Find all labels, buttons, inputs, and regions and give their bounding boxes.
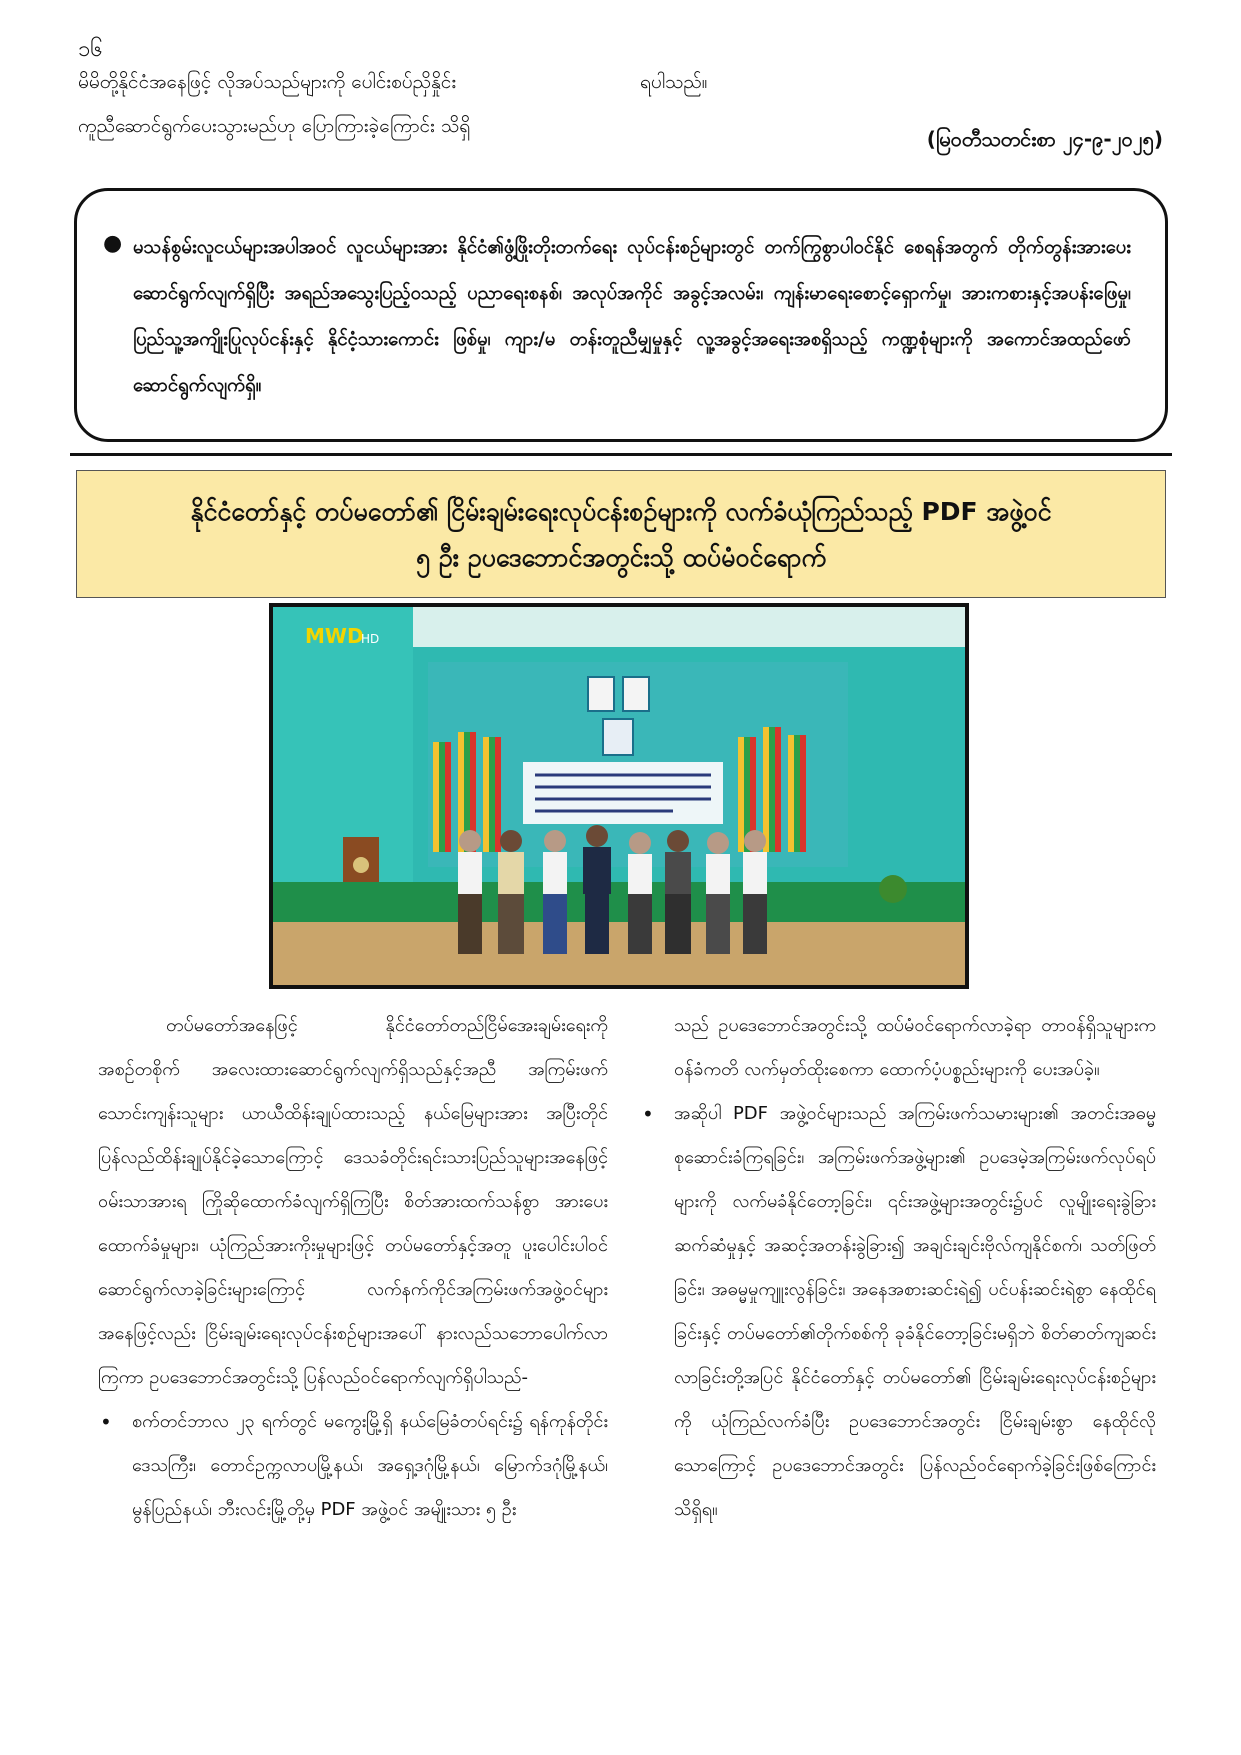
article-column-left: [98, 1004, 608, 1532]
summary-box: [74, 188, 1168, 442]
plant: [879, 875, 907, 903]
bullet-icon: •: [100, 1410, 112, 1434]
headline-box: [76, 470, 1166, 598]
article-continuation: [640, 1004, 1156, 1092]
photo-illustration: [273, 607, 965, 985]
top-text-line-1-end: ရပါသည်။: [640, 71, 708, 93]
article-bullet-text: စက်တင်ဘာလ ၂၃ ရက်တွင် မကွေးမြို့ရှိ နယ်မြေခံတပ်ရင်း၌ ရန်ကုန်တိုင်းဒေသကြီး၊ တောင်ဥက္ကလာပမြို့နယ်၊ အရှေ့ဒဂုံမြို့နယ်၊ မြောက်ဒဂုံမြို့နယ်၊ မွန်ပြည်နယ်၊ ဘီးလင်းမြို့တို့မှ PDF အဖွဲ့ဝင် အမျိုးသား ၅ ဦး: [132, 1411, 608, 1520]
article-paragraph: တပ်မတော်အနေဖြင့် နိုင်ငံတော်တည်ငြိမ်အေးချမ်းရေးကို အစဉ်တစိုက် အလေးထားဆောင်ရွက်လျက်ရှိသည်နှင့်အညီ အကြမ်းဖက်သောင်းကျန်းသူများ ယာယီထိန်းချုပ်ထားသည့် နယ်မြေများအား အပြီးတိုင်ပြန်လည်ထိန်းချုပ်နိုင်ခဲ့သောကြောင့် ဒေသခံတိုင်းရင်းသားပြည်သူများအနေဖြင့် ဝမ်းသာအားရ ကြိုဆိုထောက်ခံလျက်ရှိကြပြီး စိတ်အားထက်သန်စွာ အားပေးထောက်ခံမှုများ၊ ယုံကြည်အားကိုးမှုများဖြင့် တပ်မတော်နှင့်အတူ ပူးပေါင်းပါဝင်ဆောင်ရွက်လာခဲ့ခြင်းများကြောင့် လက်နက်ကိုင်အကြမ်းဖက်အဖွဲ့ဝင်များအနေဖြင့်လည်း ငြိမ်းချမ်းရေးလုပ်ငန်းစဉ်များအပေါ် နားလည်သဘောပေါက်လာကြကာ ဥပဒေဘောင်အတွင်းသို့ ပြန်လည်ဝင်ရောက်လျက်ရှိပါသည်-: [98, 1015, 608, 1388]
floor: [273, 922, 965, 985]
headline-line-2: ၅ ဦး ဥပဒေဘောင်အတွင်းသို့ ထပ်မံဝင်ရောက်: [416, 543, 826, 572]
article-bullet: [640, 1092, 1156, 1532]
headline-line-1: နိုင်ငံတော်နှင့် တပ်မတော်၏ ငြိမ်းချမ်းရေးလုပ်ငန်းစဉ်များကို လက်ခံယုံကြည်သည့် PDF အဖွဲ့ဝင်: [190, 497, 1052, 526]
watermark-logo: MWD: [305, 624, 364, 648]
portrait-left: [588, 677, 614, 711]
watermark-sub: HD: [361, 632, 380, 646]
article-bullet: [98, 1400, 608, 1532]
emblem: [603, 719, 633, 755]
bullet-icon: ●: [103, 231, 123, 256]
bullet-icon: •: [642, 1102, 654, 1126]
event-banner: [523, 762, 723, 824]
article-bullet-text: အဆိုပါ PDF အဖွဲ့ဝင်များသည် အကြမ်းဖက်သမားများ၏ အတင်းအဓမ္မ စုဆောင်းခံကြရခြင်း၊ အကြမ်းဖက်အဖွဲ့များ၏ ဥပဒေမဲ့အကြမ်းဖက်လုပ်ရပ်များကို လက်မခံနိုင်တော့ခြင်း၊ ၎င်းအဖွဲ့များအတွင်း၌ပင် လူမျိုးရေးခွဲခြားဆက်ဆံမှုနှင့် အဆင့်အတန်းခွဲခြား၍ အချင်းချင်းဗိုလ်ကျနိုင်စက်၊ သတ်ဖြတ်ခြင်း၊ အဓမ္မမှုကျူးလွန်ခြင်း၊ အနေအစားဆင်းရဲ၍ ပင်ပန်းဆင်းရဲစွာ နေထိုင်ရခြင်းနှင့် တပ်မတော်၏တိုက်စစ်ကို ခုခံနိုင်တော့ခြင်းမရှိဘဲ စိတ်ဓာတ်ကျဆင်းလာခြင်းတို့အပြင် နိုင်ငံတော်နှင့် တပ်မတော်၏ ငြိမ်းချမ်းရေးလုပ်ငန်းစဉ်များကို ယုံကြည်လက်ခံပြီး ဥပဒေဘောင်အတွင်း ငြိမ်းချမ်းစွာ နေထိုင်လိုသောကြောင့် ဥပဒေဘောင်အတွင်း ပြန်လည်ဝင်ရောက်ခဲ့ခြင်းဖြစ်ကြောင်း သိရှိရ။: [674, 1103, 1156, 1520]
stage-floor: [273, 882, 965, 922]
source-citation: (မြဝတီသတင်းစာ ၂၄-၉-၂၀၂၅): [926, 127, 1163, 151]
article-column-right: [640, 1004, 1156, 1532]
section-divider: [70, 453, 1172, 456]
summary-text: မသန်စွမ်းလူငယ်များအပါအဝင် လူငယ်များအား နိုင်ငံ၏ဖွံ့ဖြိုးတိုးတက်ရေး လုပ်ငန်းစဉ်များတွင် တက်ကြွစွာပါဝင်နိုင် စေရန်အတွက် တိုက်တွန်းအားပေးဆောင်ရွက်လျက်ရှိပြီး အရည်အသွေးပြည့်ဝသည့် ပညာရေးစနစ်၊ အလုပ်အကိုင် အခွင့်အလမ်း၊ ကျန်းမာရေးစောင့်ရှောက်မှု၊ အားကစားနှင့်အပန်းဖြေမှု၊ ပြည်သူ့အကျိုးပြုလုပ်ငန်းနှင့် နိုင်ငံ့သားကောင်း ဖြစ်မှု၊ ကျား/မ တန်းတူညီမျှမှုနှင့် လူ့အခွင့်အရေးအစရှိသည့် ကဏ္ဍစုံများကို အကောင်အထည်ဖော်ဆောင်ရွက်လျက်ရှိ။: [133, 237, 1131, 396]
article-continuation-text: သည် ဥပဒေဘောင်အတွင်းသို့ ထပ်မံဝင်ရောက်လာခဲ့ရာ တာဝန်ရှိသူများက ဝန်ခံကတိ လက်မှတ်ထိုးစေကာ ထောက်ပံ့ပစ္စည်းများကို ပေးအပ်ခဲ့။: [674, 1015, 1156, 1080]
portrait-right: [623, 677, 649, 711]
top-text-line-1: မိမိတို့နိုင်ငံအနေဖြင့် လိုအပ်သည်များကို ပေါင်းစပ်ညှိနှိုင်း: [78, 71, 457, 93]
top-text-line-2: ကူညီဆောင်ရွက်ပေးသွားမည်ဟု ပြောကြားခဲ့ကြောင်း သိရှိ: [78, 115, 471, 137]
news-photo: [269, 603, 969, 989]
page-number: ၁၆: [78, 37, 103, 62]
